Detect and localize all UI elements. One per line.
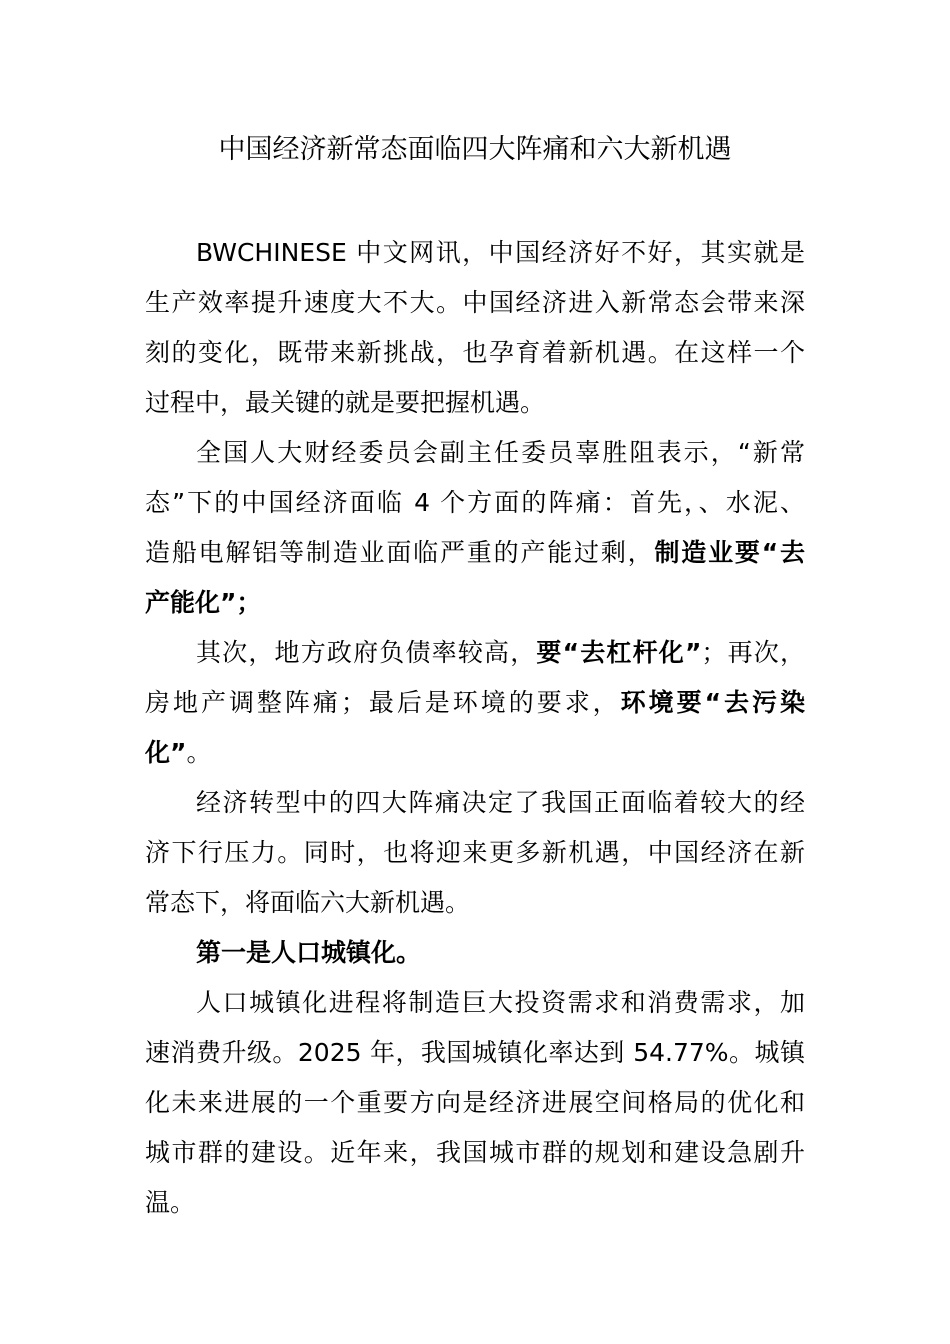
text-line bbox=[145, 978, 805, 1028]
text-line bbox=[145, 528, 805, 578]
text-line bbox=[145, 1078, 805, 1128]
text-span: 房地产调整阵痛；最后是环境的要求， bbox=[145, 688, 621, 717]
bold-text-span: 环境要“去污染 bbox=[620, 688, 805, 717]
text-span: ；再次， bbox=[701, 638, 805, 667]
text-span: 常态下，将面临六大新机遇。 bbox=[145, 888, 471, 917]
text-line bbox=[145, 1028, 805, 1078]
text-span: 温。 bbox=[145, 1188, 196, 1217]
text-line bbox=[145, 378, 805, 428]
text-line bbox=[145, 878, 805, 928]
text-span: 刻的变化，既带来新挑战，也孕育着新机遇。在这样一个 bbox=[145, 338, 805, 367]
bold-text-span: 第一是人口城镇化。 bbox=[196, 938, 422, 967]
text-span: 济下行压力。同时，也将迎来更多新机遇，中国经济在新 bbox=[145, 838, 805, 867]
text-span: 人口城镇化进程将制造巨大投资需求和消费需求，加 bbox=[196, 988, 805, 1017]
bold-text-span: 化” bbox=[145, 738, 187, 767]
text-line bbox=[145, 1178, 805, 1228]
document-title: 中国经济新常态面临四大阵痛和六大新机遇 bbox=[218, 134, 732, 165]
text-span: 全国人大财经委员会副主任委员辜胜阻表示，“新常 bbox=[196, 438, 805, 467]
text-line bbox=[145, 228, 805, 278]
text-span: 造船电解铝等制造业面临严重的产能过剩， bbox=[145, 538, 655, 567]
text-span: 态”下的中国经济面临 4 个方面的阵痛：首先，、水泥、 bbox=[145, 488, 805, 517]
text-line bbox=[145, 828, 805, 878]
text-span: 速消费升级。2025 年，我国城镇化率达到 54.77%。城镇 bbox=[145, 1038, 805, 1067]
text-span: 其次，地方政府负债率较高， bbox=[196, 638, 537, 667]
text-span: 城市群的建设。近年来，我国城市群的规划和建设急剧升 bbox=[145, 1138, 805, 1167]
bold-text-span: 制造业要“去 bbox=[654, 538, 805, 567]
text-line bbox=[145, 328, 805, 378]
text-line bbox=[145, 578, 805, 628]
bold-text-span: 产能化”； bbox=[145, 588, 262, 617]
text-line bbox=[145, 728, 805, 778]
text-span: 过程中，最关键的就是要把握机遇。 bbox=[145, 388, 546, 417]
text-line bbox=[145, 678, 805, 728]
text-line bbox=[145, 628, 805, 678]
document-body bbox=[145, 228, 805, 1228]
bold-text-span: 要“去杠杆化” bbox=[536, 638, 702, 667]
text-span: BWCHINESE 中文网讯，中国经济好不好，其实就是 bbox=[196, 238, 805, 267]
section-heading bbox=[145, 928, 805, 978]
text-span: 生产效率提升速度大不大。中国经济进入新常态会带来深 bbox=[145, 288, 805, 317]
text-span: 。 bbox=[186, 738, 212, 767]
text-line bbox=[145, 1128, 805, 1178]
text-line bbox=[145, 278, 805, 328]
text-line bbox=[145, 478, 805, 528]
text-line bbox=[145, 428, 805, 478]
text-span: 经济转型中的四大阵痛决定了我国正面临着较大的经 bbox=[196, 788, 805, 817]
text-span: 化未来进展的一个重要方向是经济进展空间格局的优化和 bbox=[145, 1088, 805, 1117]
text-line bbox=[145, 778, 805, 828]
